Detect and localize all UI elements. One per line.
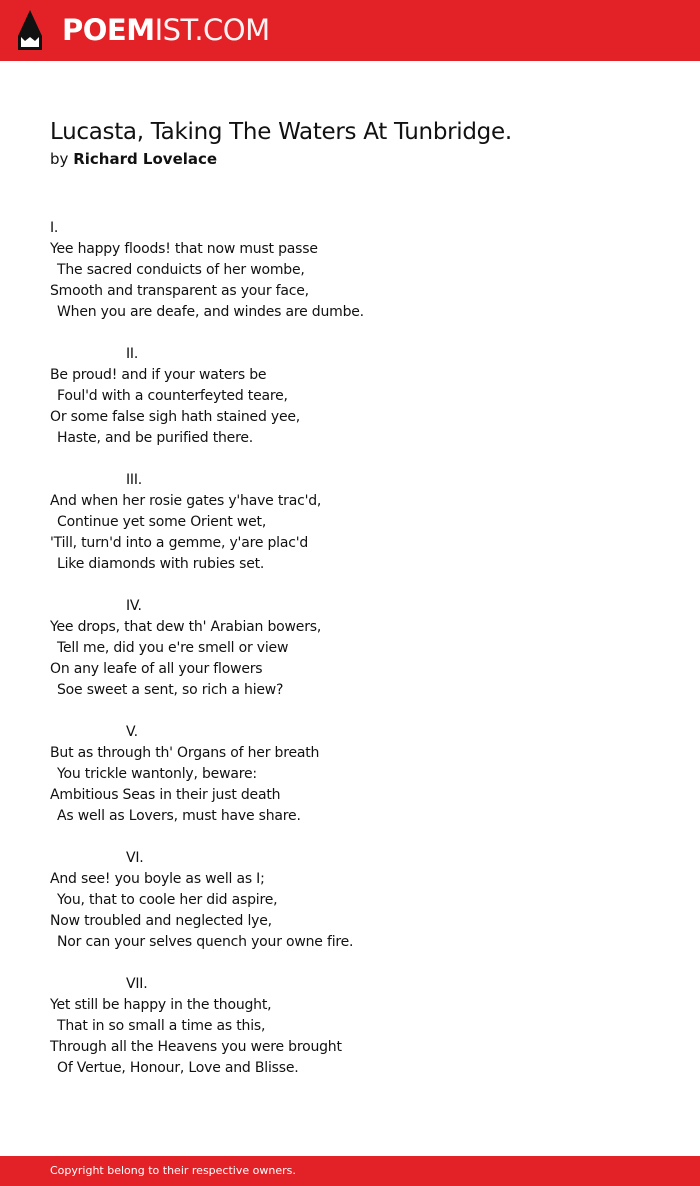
pencil-tip-icon[interactable] [18, 10, 42, 50]
poem-line: Yee happy floods! that now must passe [50, 241, 318, 257]
logo-brand-light: IST.COM [154, 13, 270, 47]
stanza [50, 974, 670, 1079]
stanza [50, 470, 670, 575]
copyright-text: Copyright belong to their respective owners. [50, 1164, 296, 1177]
poem-line: You trickle wantonly, beware: [57, 766, 257, 782]
stanza [50, 218, 670, 323]
poem-title: Lucasta, Taking The Waters At Tunbridge. [50, 119, 512, 145]
stanza-numeral: VI. [126, 850, 144, 866]
stanza-numeral: I. [50, 220, 59, 236]
poem-line: 'Till, turn'd into a gemme, y'are plac'd [50, 535, 309, 551]
poem-line: Soe sweet a sent, so rich a hiew? [57, 682, 284, 698]
poem-line: But as through th' Organs of her breath [50, 745, 320, 761]
poem-line: Continue yet some Orient wet, [57, 514, 267, 530]
poem-line: Be proud! and if your waters be [50, 367, 267, 383]
stanza-numeral: III. [126, 472, 143, 488]
poem-line: And when her rosie gates y'have trac'd, [50, 493, 322, 509]
stanza [50, 848, 670, 953]
poem-line: When you are deafe, and windes are dumbe. [57, 304, 364, 320]
poem-line: As well as Lovers, must have share. [57, 808, 301, 824]
poem-line: Tell me, did you e're smell or view [57, 640, 289, 656]
poem-line: Yee drops, that dew th' Arabian bowers, [50, 619, 322, 635]
stanza-numeral: VII. [126, 976, 148, 992]
poem-line: Of Vertue, Honour, Love and Blisse. [57, 1060, 299, 1076]
poem-line: On any leafe of all your flowers [50, 661, 263, 677]
poem-line: The sacred conduicts of her wombe, [57, 262, 305, 278]
stanza [50, 596, 670, 701]
by-label: by [50, 150, 69, 168]
logo-brand-bold: POEM [62, 13, 155, 47]
poem-body [50, 218, 670, 1100]
poem-line: Yet still be happy in the thought, [50, 997, 272, 1013]
stanza-numeral: IV. [126, 598, 142, 614]
stanza [50, 722, 670, 827]
stanza-numeral: V. [126, 724, 138, 740]
poem-line: Foul'd with a counterfeyted teare, [57, 388, 288, 404]
poem-line: You, that to coole her did aspire, [57, 892, 278, 908]
poem-line: Smooth and transparent as your face, [50, 283, 309, 299]
poem-byline [50, 149, 217, 169]
site-header [0, 0, 700, 61]
poem-line: And see! you boyle as well as I; [50, 871, 265, 887]
poem-line: Like diamonds with rubies set. [57, 556, 265, 572]
poem-line: Nor can your selves quench your owne fire. [57, 934, 354, 950]
site-footer [0, 1156, 700, 1186]
poem-line: Or some false sigh hath stained yee, [50, 409, 301, 425]
poem-line: Ambitious Seas in their just death [50, 787, 281, 803]
poem-line: Haste, and be purified there. [57, 430, 254, 446]
stanza [50, 344, 670, 449]
poem-line: Now troubled and neglected lye, [50, 913, 272, 929]
site-logo[interactable] [62, 12, 270, 48]
poem-line: That in so small a time as this, [57, 1018, 266, 1034]
stanza-numeral: II. [126, 346, 139, 362]
poem-line: Through all the Heavens you were brought [50, 1039, 342, 1055]
poem-author: Richard Lovelace [73, 150, 218, 168]
